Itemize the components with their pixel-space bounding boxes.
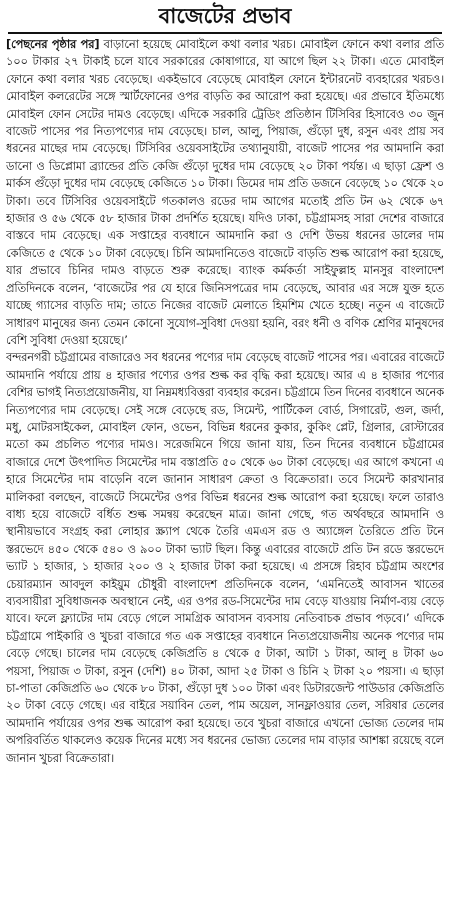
headline: বাজেটের প্রভাব: [8, 0, 442, 34]
paragraph-text: বাড়ানো হয়েছে মোবাইলে কথা বলার খরচ। মোবাইল ফোনে কথা বলার প্রতি ১০০ টাকার ২৭ টাকাই চলে যাবে সরকারের কোষাগারে, যা আগে ছিল ২২ টাকা। এতে মোবাইল ফোনে কথা বলার খরচ বেড়েছে। একইভাবে বেড়েছে মোবাইল ফোনে ইন্টারনেট ব্যবহারের খরচও। মোবাইল কলরেটের সঙ্গে স্মার্টফোনের ওপর বাড়তি কর আরোপ করা হয়েছে। এর প্রভাবে ইতিমধ্যে মোবাইল ফোন সেটের দামও বেড়েছে। এদিকে সরকারি ট্রেডিং প্রতিষ্ঠান টিসিবির হিসাবেও ৩০ জুন বাজেট পাসের পর নিত্যপণ্যের দাম বেড়েছে। চাল, আলু, পিয়াজ, গুঁড়ো দুধ, রসুন এবং প্রায় সব ধরনের মাছের দাম বেড়েছে। টিসিবির ওয়েবসাইটের তথ্যানুযায়ী, বাজেট পাসের পর আমদানি করা ডানো ও ডিপ্লোমা ব্র্যান্ডের প্রতি কেজি গুঁড়ো দুধের দাম বেড়েছে ২০ টাকা পর্যন্ত। এ ছাড়া ফ্রেশ ও মার্কস গুঁড়ো দুধের দাম বেড়েছে কেজিতে ১০ টাকা। ডিমের দাম প্রতি ডজনে বেড়েছে ১০ থেকে ২০ টাকা। তবে টিসিবির ওয়েবসাইটে গতকালও রডের দাম আগের মতোই প্রতি টন ৬২ থেকে ৬৭ হাজার ও ৫৬ থেকে ৫৮ হাজার টাকা প্রদর্শিত হয়েছে। যদিও ঢাকা, চট্টগ্রামসহ সারা দেশের বাজারে বাস্তবে দাম বেড়েছে। এক সপ্তাহের ব্যবধানে আমদানি করা ও দেশি উভয় ধরনের ডালের দাম কেজিতে ৫ থেকে ১০ টাকা বেড়েছে। চিনি আমদানিতেও বাজেটে বাড়তি শুল্ক আরোপ করা হয়েছে, যার প্রভাবে চিনির দামও বাড়তে শুরু করেছে। ব্যাংক কর্মকর্তা সাইফুল্লাহ মানসুর বাংলাদেশ প্রতিদিনকে বলেন, ‘বাজেটের পর যে হারে জিনিসপত্রের দাম বেড়েছে, আবার এর সঙ্গে যুক্ত হতে যাচ্ছে গ্যাসের বাড়তি দাম; তাতে নিজের বাজেট মেলাতে হিমশিম খেতে হচ্ছে। নতুন এ বাজেটে সাধারণ মানুষের জন্য তেমন কোনো সুযোগ-সুবিধা দেওয়া হয়নি, বরং ধনী ও বণিক শ্রেণির মানুষদের বেশি সুবিধা দেওয়া হয়েছে।’: [6, 37, 444, 347]
article-body: [6, 36, 444, 902]
paragraph: [6, 36, 444, 349]
continuation-marker: [পেছনের পৃষ্ঠার পর]: [6, 37, 100, 51]
paragraph-text: বন্দরনগরী চট্টগ্রামের বাজারেও সব ধরনের পণ্যের দাম বেড়েছে বাজেট পাসের পর। এবারের বাজেটে আমদানি পর্যায়ে প্রায় ৪ হাজার পণ্যের ওপর শুল্ক কর বৃদ্ধি করা হয়েছে। আর এ ৪ হাজার পণ্যের বেশির ভাগই নিত্যপ্রয়োজনীয়, যা নিম্নমধ্যবিত্তরা ব্যবহার করেন। চট্টগ্রামে তিন দিনের ব্যবধানে অনেক নিত্যপণ্যের দাম বেড়েছে। সেই সঙ্গে বেড়েছে রড, সিমেন্ট, পার্টিকেল বোর্ড, সিগারেট, গুল, জর্দা, মধু, মোটরসাইকেল, মোবাইল ফোন, ওভেন, বিভিন্ন ধরনের কুকার, কুকিং প্লেট, গ্রিলার, রোস্টারের মতো কম প্রচলিত পণ্যের দামও। সরেজমিনে গিয়ে জানা যায়, তিন দিনের ব্যবধানে চট্টগ্রামের বাজারে দেশে উৎপাদিত সিমেন্টের দাম বস্তাপ্রতি ৫০ থেকে ৬০ টাকা বেড়েছে। এর আগে কখনো এ হারে সিমেন্টের দাম বাড়েনি বলে জানান সাধারণ ক্রেতা ও বিক্রেতারা। তবে সিমেন্ট কারখানার মালিকরা বলছেন, বাজেটে সিমেন্টের ওপর বিভিন্ন ধরনের শুল্ক আরোপ করা হয়েছে। ফলে তারাও বাধ্য হয়ে বাজেটে বর্ধিত শুল্ক সমন্বয় করেছেন মাত্র। জানা গেছে, গত অর্থবছরে আমদানি ও স্থানীয়ভাবে সংগ্রহ করা লোহার স্ক্র্যাপ থেকে তৈরি এমএস রড ও অ্যাঙ্গেল তৈরিতে প্রতি টনে স্তরভেদে ৪৫০ থেকে ৫৪০ ও ৯০০ টাকা ভ্যাট ছিল। কিন্তু এবারের বাজেটে প্রতি টন রডে স্তরভেদে ভ্যাট ১ হাজার, ১ হাজার ২০০ ও ২ হাজার টাকা করা হয়েছে। এ প্রসঙ্গে রিহাব চট্টগ্রাম অংশের চেয়ারম্যান আবদুল কাইয়ুম চৌধুরী বাংলাদেশ প্রতিদিনকে বলেন, ‘এমনিতেই আবাসন খাতের ব্যবসায়ীরা সুবিধাজনক অবস্থানে নেই, এর ওপর রড-সিমেন্টের দাম বেড়ে যাওয়ায় নির্মাণ-ব্যয় বেড়ে যাবে। ফলে ফ্ল্যাটের দাম বেড়ে গেলে সামগ্রিক আবাসন ব্যবসায় নেতিবাচক প্রভাব পড়বে।’ এদিকে চট্টগ্রামে পাইকারি ও খুচরা বাজারে গত এক সপ্তাহের ব্যবধানে নিত্যপ্রয়োজনীয় অনেক পণ্যের দাম বেড়ে গেছে। চালের দাম বেড়েছে কেজিপ্রতি ৪ থেকে ৫ টাকা, আটা ১ টাকা, আলু ৪ টাকা ৬০ পয়সা, পিয়াজ ৩ টাকা, রসুন (দেশি) ৪০ টাকা, আদা ২৫ টাকা ও চিনি ২ টাকা ২০ পয়সা। এ ছাড়া চা-পাতা কেজিপ্রতি ৬০ থেকে ৮০ টাকা, গুঁড়ো দুধ ১০০ টাকা এবং ডিটারজেন্ট পাউডার কেজিপ্রতি ২০ টাকা বেড়ে গেছে। এর বাইরে সয়াবিন তেল, পাম অয়েল, সানফ্লাওয়ার তেল, সরিষার তেলের আমদানি পর্যায়ের ওপর শুল্ক আরোপ করা হয়েছে। তবে খুচরা বাজারে এখনো ভোজ্য তেলের দাম অপরিবর্তিত থাকলেও কয়েক দিনের মধ্যে সব ধরনের ভোজ্য তেলের দাম বাড়ার আশঙ্কা রয়েছে বলে জানান খুচরা বিক্রেতারা।: [6, 350, 444, 765]
paragraph: [6, 349, 444, 767]
